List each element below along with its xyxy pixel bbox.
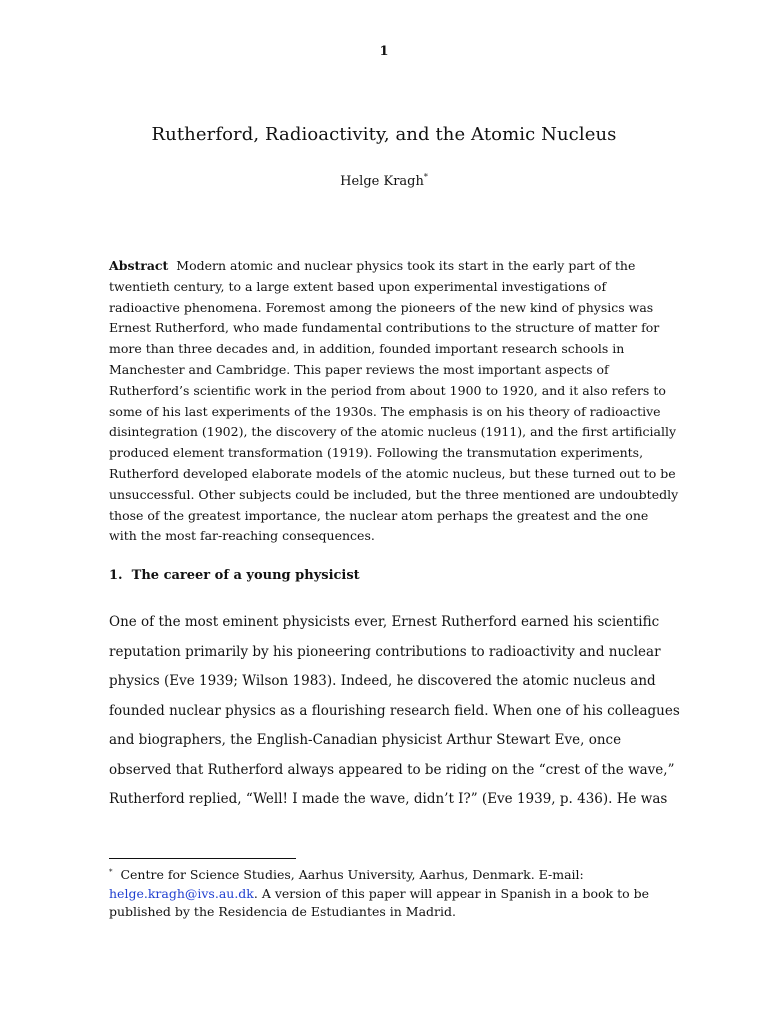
footnote — [109, 866, 679, 922]
author-name: Helge Kragh — [340, 174, 424, 189]
section-title: The career of a young physicist — [131, 568, 360, 583]
author-footnote-marker: * — [423, 172, 428, 182]
paper-title: Rutherford, Radioactivity, and the Atomic Nucleus — [151, 124, 617, 145]
page-number: 1 — [379, 44, 389, 59]
abstract-text: Modern atomic and nuclear physics took its start in the early part of the twentieth century, to a large extent based upon experimental investigations of radioactive phenomena. Foremost among the pioneers of the new kind of physics was Ernest Rutherford, who made fundamental contributions to the structure of matter for more than three decades and, in addition, founded important research schools in Manchester and Cambridge. This paper reviews the most important aspects of Rutherford’s scientific work in the period from about 1900 to 1920, and it also refers to some of his last experiments of the 1930s. The emphasis is on his theory of radioactive disintegration (1902), the discovery of the atomic nucleus (1911), and the first artificially produced element transformation (1919). Following the transmutation experiments, Rutherford developed elaborate models of the atomic nucleus, but these turned out to be unsuccessful. Other subjects could be included, but the three mentioned are undoubtedly those of the greatest importance, the nuclear atom perhaps the greatest and the one with the most far-reaching consequences. — [109, 258, 679, 544]
footnote-text-after: . A version of this paper will appear in Spanish in a book to be published by the Residencia de Estudiantes in Madrid. — [109, 885, 650, 919]
abstract-label: Abstract — [109, 258, 169, 273]
section-body: One of the most eminent physicists ever, Ernest Rutherford earned his scientific reputation primarily by his pioneering contributions to radioactivity and nuclear physics (Eve 1939; Wilson 1983). Indeed, he discovered the atomic nucleus and founded nuclear physics as a flourishing research field. When one of his colleagues and biographers, the English-Canadian physicist Arthur Stewart Eve, once observed that Rutherford always appeared to be riding on the “crest of the wave,” Rutherford replied, “Well! I made the wave, didn’t I?” (Eve 1939, p. 436). He was — [109, 614, 680, 807]
section-number: 1. — [109, 568, 123, 583]
footnote-marker: * — [109, 867, 113, 876]
author-line — [0, 174, 768, 189]
author-email-link[interactable]: helge.kragh@ivs.au.dk — [109, 885, 254, 901]
footnote-text-before: Centre for Science Studies, Aarhus University, Aarhus, Denmark. E-mail: — [120, 867, 584, 882]
abstract — [109, 256, 679, 547]
section-heading — [109, 568, 679, 583]
footnote-divider — [109, 858, 296, 859]
